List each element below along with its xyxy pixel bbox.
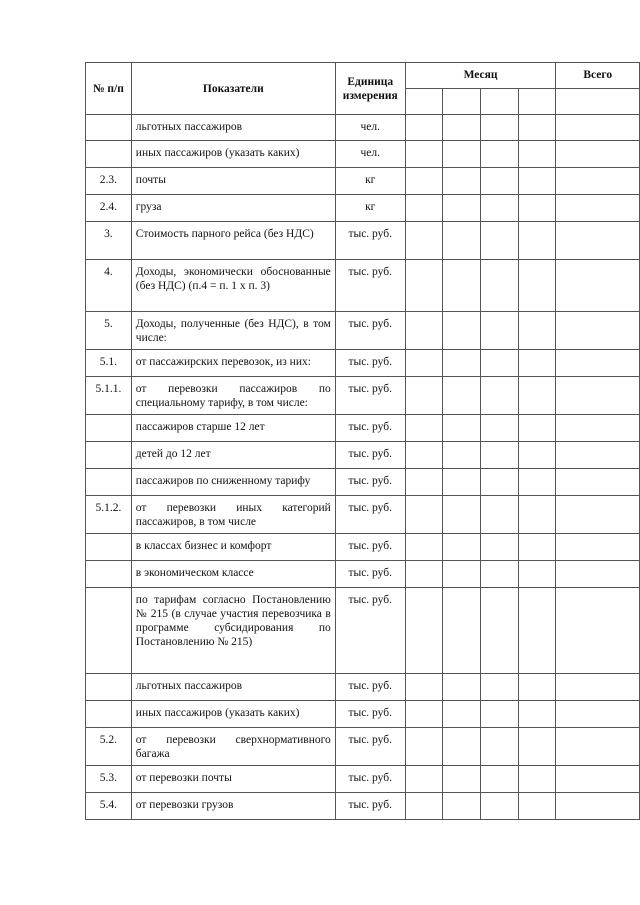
total-value-cell[interactable] bbox=[556, 469, 640, 496]
row-indicator: от перевозки сверхнормативного багажа bbox=[131, 728, 335, 766]
month-value-cell[interactable] bbox=[443, 588, 481, 674]
month-value-cell[interactable] bbox=[481, 415, 519, 442]
row-indicator: от перевозки пассажиров по специальному тарифу, в том числе: bbox=[131, 377, 335, 415]
month-value-cell[interactable] bbox=[518, 415, 556, 442]
total-value-cell[interactable] bbox=[556, 350, 640, 377]
row-number bbox=[86, 674, 132, 701]
total-value-cell[interactable] bbox=[556, 195, 640, 222]
month-value-cell[interactable] bbox=[443, 561, 481, 588]
table-row bbox=[86, 496, 640, 534]
month-value-cell[interactable] bbox=[405, 312, 443, 350]
month-value-cell[interactable] bbox=[481, 115, 519, 141]
row-unit: тыс. руб. bbox=[335, 260, 405, 312]
month-value-cell[interactable] bbox=[405, 561, 443, 588]
total-value-cell[interactable] bbox=[556, 588, 640, 674]
row-indicator: в экономическом классе bbox=[131, 561, 335, 588]
row-unit: тыс. руб. bbox=[335, 377, 405, 415]
row-number bbox=[86, 534, 132, 561]
month-value-cell[interactable] bbox=[518, 588, 556, 674]
month-value-cell[interactable] bbox=[518, 141, 556, 168]
month-value-cell[interactable] bbox=[405, 496, 443, 534]
total-value-cell[interactable] bbox=[556, 115, 640, 141]
month-value-cell[interactable] bbox=[443, 222, 481, 260]
month-value-cell[interactable] bbox=[405, 588, 443, 674]
month-subcell bbox=[518, 89, 556, 115]
month-value-cell[interactable] bbox=[443, 141, 481, 168]
row-number: 5.1.1. bbox=[86, 377, 132, 415]
row-unit: кг bbox=[335, 168, 405, 195]
row-indicator: от перевозки почты bbox=[131, 766, 335, 793]
month-value-cell[interactable] bbox=[405, 222, 443, 260]
row-unit: тыс. руб. bbox=[335, 350, 405, 377]
row-number: 5.2. bbox=[86, 728, 132, 766]
month-value-cell[interactable] bbox=[518, 442, 556, 469]
month-value-cell[interactable] bbox=[405, 701, 443, 728]
row-indicator: льготных пассажиров bbox=[131, 115, 335, 141]
month-value-cell[interactable] bbox=[443, 415, 481, 442]
row-number bbox=[86, 115, 132, 141]
table-row bbox=[86, 312, 640, 350]
row-unit: тыс. руб. bbox=[335, 442, 405, 469]
row-indicator: льготных пассажиров bbox=[131, 674, 335, 701]
table-row bbox=[86, 168, 640, 195]
month-value-cell[interactable] bbox=[481, 561, 519, 588]
month-value-cell[interactable] bbox=[518, 701, 556, 728]
row-indicator: Доходы, экономически обоснованные (без НДС) (п.4 = п. 1 х п. 3) bbox=[131, 260, 335, 312]
month-value-cell[interactable] bbox=[481, 350, 519, 377]
month-value-cell[interactable] bbox=[443, 350, 481, 377]
month-value-cell[interactable] bbox=[481, 312, 519, 350]
month-value-cell[interactable] bbox=[443, 701, 481, 728]
row-unit: кг bbox=[335, 195, 405, 222]
table-row bbox=[86, 534, 640, 561]
row-unit: тыс. руб. bbox=[335, 561, 405, 588]
month-value-cell[interactable] bbox=[443, 674, 481, 701]
month-value-cell[interactable] bbox=[481, 469, 519, 496]
row-unit: тыс. руб. bbox=[335, 701, 405, 728]
month-value-cell[interactable] bbox=[518, 350, 556, 377]
month-value-cell[interactable] bbox=[481, 222, 519, 260]
month-value-cell[interactable] bbox=[518, 534, 556, 561]
row-indicator: в классах бизнес и комфорт bbox=[131, 534, 335, 561]
month-value-cell[interactable] bbox=[443, 312, 481, 350]
month-value-cell[interactable] bbox=[443, 115, 481, 141]
month-value-cell[interactable] bbox=[443, 442, 481, 469]
row-number: 5.4. bbox=[86, 793, 132, 820]
total-value-cell[interactable] bbox=[556, 496, 640, 534]
row-unit: тыс. руб. bbox=[335, 766, 405, 793]
total-value-cell[interactable] bbox=[556, 312, 640, 350]
table-row bbox=[86, 222, 640, 260]
row-number bbox=[86, 701, 132, 728]
table-row bbox=[86, 674, 640, 701]
month-value-cell[interactable] bbox=[518, 222, 556, 260]
month-value-cell[interactable] bbox=[443, 728, 481, 766]
month-value-cell[interactable] bbox=[443, 793, 481, 820]
month-value-cell[interactable] bbox=[518, 728, 556, 766]
month-value-cell[interactable] bbox=[481, 728, 519, 766]
month-value-cell[interactable] bbox=[405, 469, 443, 496]
row-number: 5.1. bbox=[86, 350, 132, 377]
row-number bbox=[86, 588, 132, 674]
row-unit: тыс. руб. bbox=[335, 312, 405, 350]
table-row bbox=[86, 141, 640, 168]
month-value-cell[interactable] bbox=[518, 674, 556, 701]
total-value-cell[interactable] bbox=[556, 415, 640, 442]
month-value-cell[interactable] bbox=[481, 674, 519, 701]
month-value-cell[interactable] bbox=[518, 561, 556, 588]
month-value-cell[interactable] bbox=[481, 793, 519, 820]
row-number bbox=[86, 415, 132, 442]
month-value-cell[interactable] bbox=[405, 168, 443, 195]
total-value-cell[interactable] bbox=[556, 442, 640, 469]
table-row bbox=[86, 260, 640, 312]
row-indicator: иных пассажиров (указать каких) bbox=[131, 141, 335, 168]
month-value-cell[interactable] bbox=[405, 766, 443, 793]
month-value-cell[interactable] bbox=[518, 469, 556, 496]
row-number: 5.1.2. bbox=[86, 496, 132, 534]
row-number: 5.3. bbox=[86, 766, 132, 793]
total-value-cell[interactable] bbox=[556, 561, 640, 588]
row-indicator: иных пассажиров (указать каких) bbox=[131, 701, 335, 728]
total-value-cell[interactable] bbox=[556, 766, 640, 793]
row-number bbox=[86, 141, 132, 168]
row-indicator: от перевозки иных категорий пассажиров, в том числе bbox=[131, 496, 335, 534]
header-indicator: Показатели bbox=[131, 63, 335, 115]
row-number bbox=[86, 442, 132, 469]
row-indicator: пассажиров старше 12 лет bbox=[131, 415, 335, 442]
month-value-cell[interactable] bbox=[518, 260, 556, 312]
total-value-cell[interactable] bbox=[556, 168, 640, 195]
month-value-cell[interactable] bbox=[405, 415, 443, 442]
row-indicator: от перевозки грузов bbox=[131, 793, 335, 820]
month-value-cell[interactable] bbox=[518, 312, 556, 350]
month-value-cell[interactable] bbox=[443, 168, 481, 195]
table-row bbox=[86, 115, 640, 141]
month-subcell bbox=[481, 89, 519, 115]
total-value-cell[interactable] bbox=[556, 674, 640, 701]
row-indicator: по тарифам согласно Постановлению № 215 (в случае участия перевозчика в программе субсидирования по Постановлению № 215) bbox=[131, 588, 335, 674]
row-unit: тыс. руб. bbox=[335, 793, 405, 820]
month-value-cell[interactable] bbox=[518, 168, 556, 195]
month-value-cell[interactable] bbox=[518, 195, 556, 222]
month-value-cell[interactable] bbox=[443, 260, 481, 312]
month-value-cell[interactable] bbox=[405, 793, 443, 820]
row-number: 3. bbox=[86, 222, 132, 260]
table-row bbox=[86, 561, 640, 588]
total-subcell bbox=[556, 89, 640, 115]
table-row bbox=[86, 350, 640, 377]
month-value-cell[interactable] bbox=[443, 534, 481, 561]
row-indicator: пассажиров по сниженному тарифу bbox=[131, 469, 335, 496]
month-value-cell[interactable] bbox=[405, 195, 443, 222]
row-unit: тыс. руб. bbox=[335, 728, 405, 766]
month-value-cell[interactable] bbox=[405, 350, 443, 377]
indicators-table bbox=[85, 62, 640, 820]
month-value-cell[interactable] bbox=[518, 377, 556, 415]
total-value-cell[interactable] bbox=[556, 793, 640, 820]
row-unit: тыс. руб. bbox=[335, 496, 405, 534]
header-total: Всего bbox=[556, 63, 640, 89]
month-value-cell[interactable] bbox=[518, 115, 556, 141]
table-row bbox=[86, 195, 640, 222]
month-value-cell[interactable] bbox=[405, 377, 443, 415]
total-value-cell[interactable] bbox=[556, 701, 640, 728]
month-value-cell[interactable] bbox=[443, 469, 481, 496]
month-value-cell[interactable] bbox=[481, 260, 519, 312]
row-number: 5. bbox=[86, 312, 132, 350]
header-month: Месяц bbox=[405, 63, 556, 89]
month-value-cell[interactable] bbox=[481, 195, 519, 222]
row-unit: чел. bbox=[335, 141, 405, 168]
total-value-cell[interactable] bbox=[556, 222, 640, 260]
row-number: 2.3. bbox=[86, 168, 132, 195]
month-value-cell[interactable] bbox=[443, 377, 481, 415]
month-value-cell[interactable] bbox=[518, 766, 556, 793]
month-value-cell[interactable] bbox=[481, 168, 519, 195]
row-indicator: от пассажирских перевозок, из них: bbox=[131, 350, 335, 377]
table-row bbox=[86, 415, 640, 442]
total-value-cell[interactable] bbox=[556, 260, 640, 312]
row-unit: тыс. руб. bbox=[335, 222, 405, 260]
month-value-cell[interactable] bbox=[481, 377, 519, 415]
row-number: 2.4. bbox=[86, 195, 132, 222]
month-value-cell[interactable] bbox=[405, 442, 443, 469]
row-indicator: детей до 12 лет bbox=[131, 442, 335, 469]
total-value-cell[interactable] bbox=[556, 534, 640, 561]
row-unit: тыс. руб. bbox=[335, 588, 405, 674]
table-row bbox=[86, 377, 640, 415]
month-value-cell[interactable] bbox=[518, 496, 556, 534]
month-value-cell[interactable] bbox=[405, 534, 443, 561]
month-value-cell[interactable] bbox=[405, 115, 443, 141]
table-row bbox=[86, 766, 640, 793]
month-value-cell[interactable] bbox=[405, 260, 443, 312]
row-indicator: груза bbox=[131, 195, 335, 222]
month-value-cell[interactable] bbox=[405, 141, 443, 168]
table-row bbox=[86, 701, 640, 728]
month-value-cell[interactable] bbox=[481, 442, 519, 469]
month-value-cell[interactable] bbox=[481, 701, 519, 728]
header-num: № п/п bbox=[86, 63, 132, 115]
month-value-cell[interactable] bbox=[481, 588, 519, 674]
month-subcell bbox=[443, 89, 481, 115]
month-value-cell[interactable] bbox=[481, 496, 519, 534]
total-value-cell[interactable] bbox=[556, 377, 640, 415]
row-unit: чел. bbox=[335, 115, 405, 141]
row-indicator: почты bbox=[131, 168, 335, 195]
month-value-cell[interactable] bbox=[443, 195, 481, 222]
table-row bbox=[86, 728, 640, 766]
row-number: 4. bbox=[86, 260, 132, 312]
table-row bbox=[86, 793, 640, 820]
total-value-cell[interactable] bbox=[556, 141, 640, 168]
month-value-cell[interactable] bbox=[481, 534, 519, 561]
row-number bbox=[86, 469, 132, 496]
total-value-cell[interactable] bbox=[556, 728, 640, 766]
table-row bbox=[86, 442, 640, 469]
row-unit: тыс. руб. bbox=[335, 469, 405, 496]
month-value-cell[interactable] bbox=[518, 793, 556, 820]
month-subcell bbox=[405, 89, 443, 115]
row-unit: тыс. руб. bbox=[335, 674, 405, 701]
row-unit: тыс. руб. bbox=[335, 415, 405, 442]
row-indicator: Стоимость парного рейса (без НДС) bbox=[131, 222, 335, 260]
table-row bbox=[86, 469, 640, 496]
month-value-cell[interactable] bbox=[405, 728, 443, 766]
month-value-cell[interactable] bbox=[405, 674, 443, 701]
row-number bbox=[86, 561, 132, 588]
header-unit: Единица измерения bbox=[335, 63, 405, 115]
month-value-cell[interactable] bbox=[443, 766, 481, 793]
month-value-cell[interactable] bbox=[481, 141, 519, 168]
row-indicator: Доходы, полученные (без НДС), в том числе: bbox=[131, 312, 335, 350]
row-unit: тыс. руб. bbox=[335, 534, 405, 561]
month-value-cell[interactable] bbox=[481, 766, 519, 793]
month-value-cell[interactable] bbox=[443, 496, 481, 534]
table-row bbox=[86, 588, 640, 674]
